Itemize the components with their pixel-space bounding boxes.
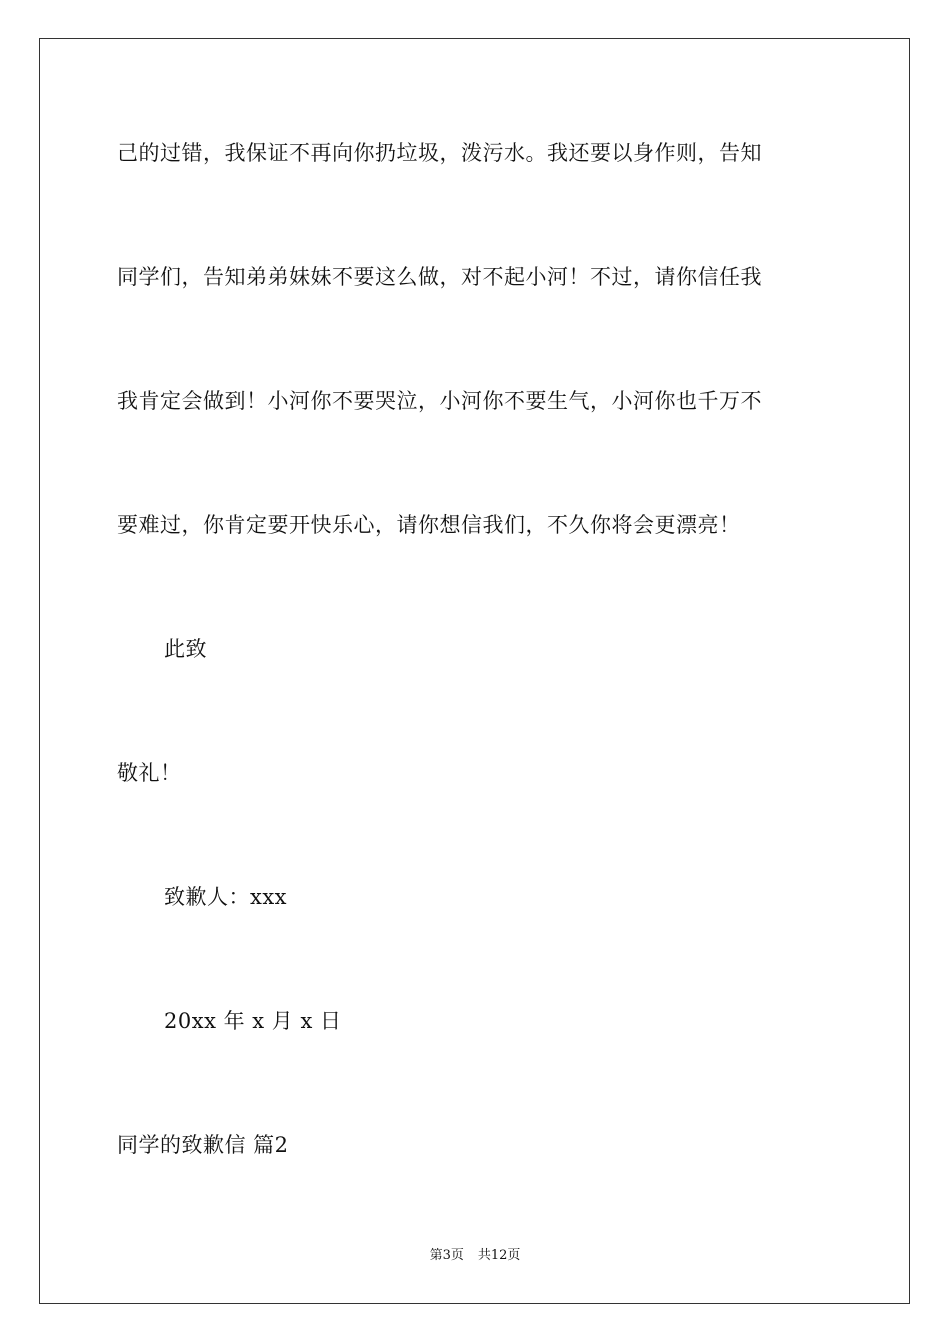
salute-text: 敬礼！ bbox=[117, 761, 182, 785]
signer-text: 致歉人：xxx bbox=[164, 885, 288, 909]
section-heading: 同学的致歉信 篇2 bbox=[117, 1133, 289, 1157]
date-text: 20xx 年 x 月 x 日 bbox=[164, 1009, 342, 1033]
page-total: 共12页 bbox=[477, 1248, 521, 1263]
closing-text: 此致 bbox=[164, 637, 207, 661]
page-number: 第3页 bbox=[429, 1248, 464, 1263]
body-line-2: 同学们，告知弟弟妹妹不要这么做，对不起小河！不过，请你信任我 bbox=[117, 265, 762, 289]
body-line-4: 要难过，你肯定要开快乐心，请你想信我们，不久你将会更漂亮！ bbox=[117, 513, 741, 537]
body-line-1: 己的过错，我保证不再向你扔垃圾，泼污水。我还要以身作则，告知 bbox=[117, 141, 762, 165]
body-line-3: 我肯定会做到！小河你不要哭泣，小河你不要生气，小河你也千万不 bbox=[117, 389, 762, 413]
page-frame bbox=[39, 38, 910, 1304]
page-footer bbox=[0, 1247, 950, 1265]
